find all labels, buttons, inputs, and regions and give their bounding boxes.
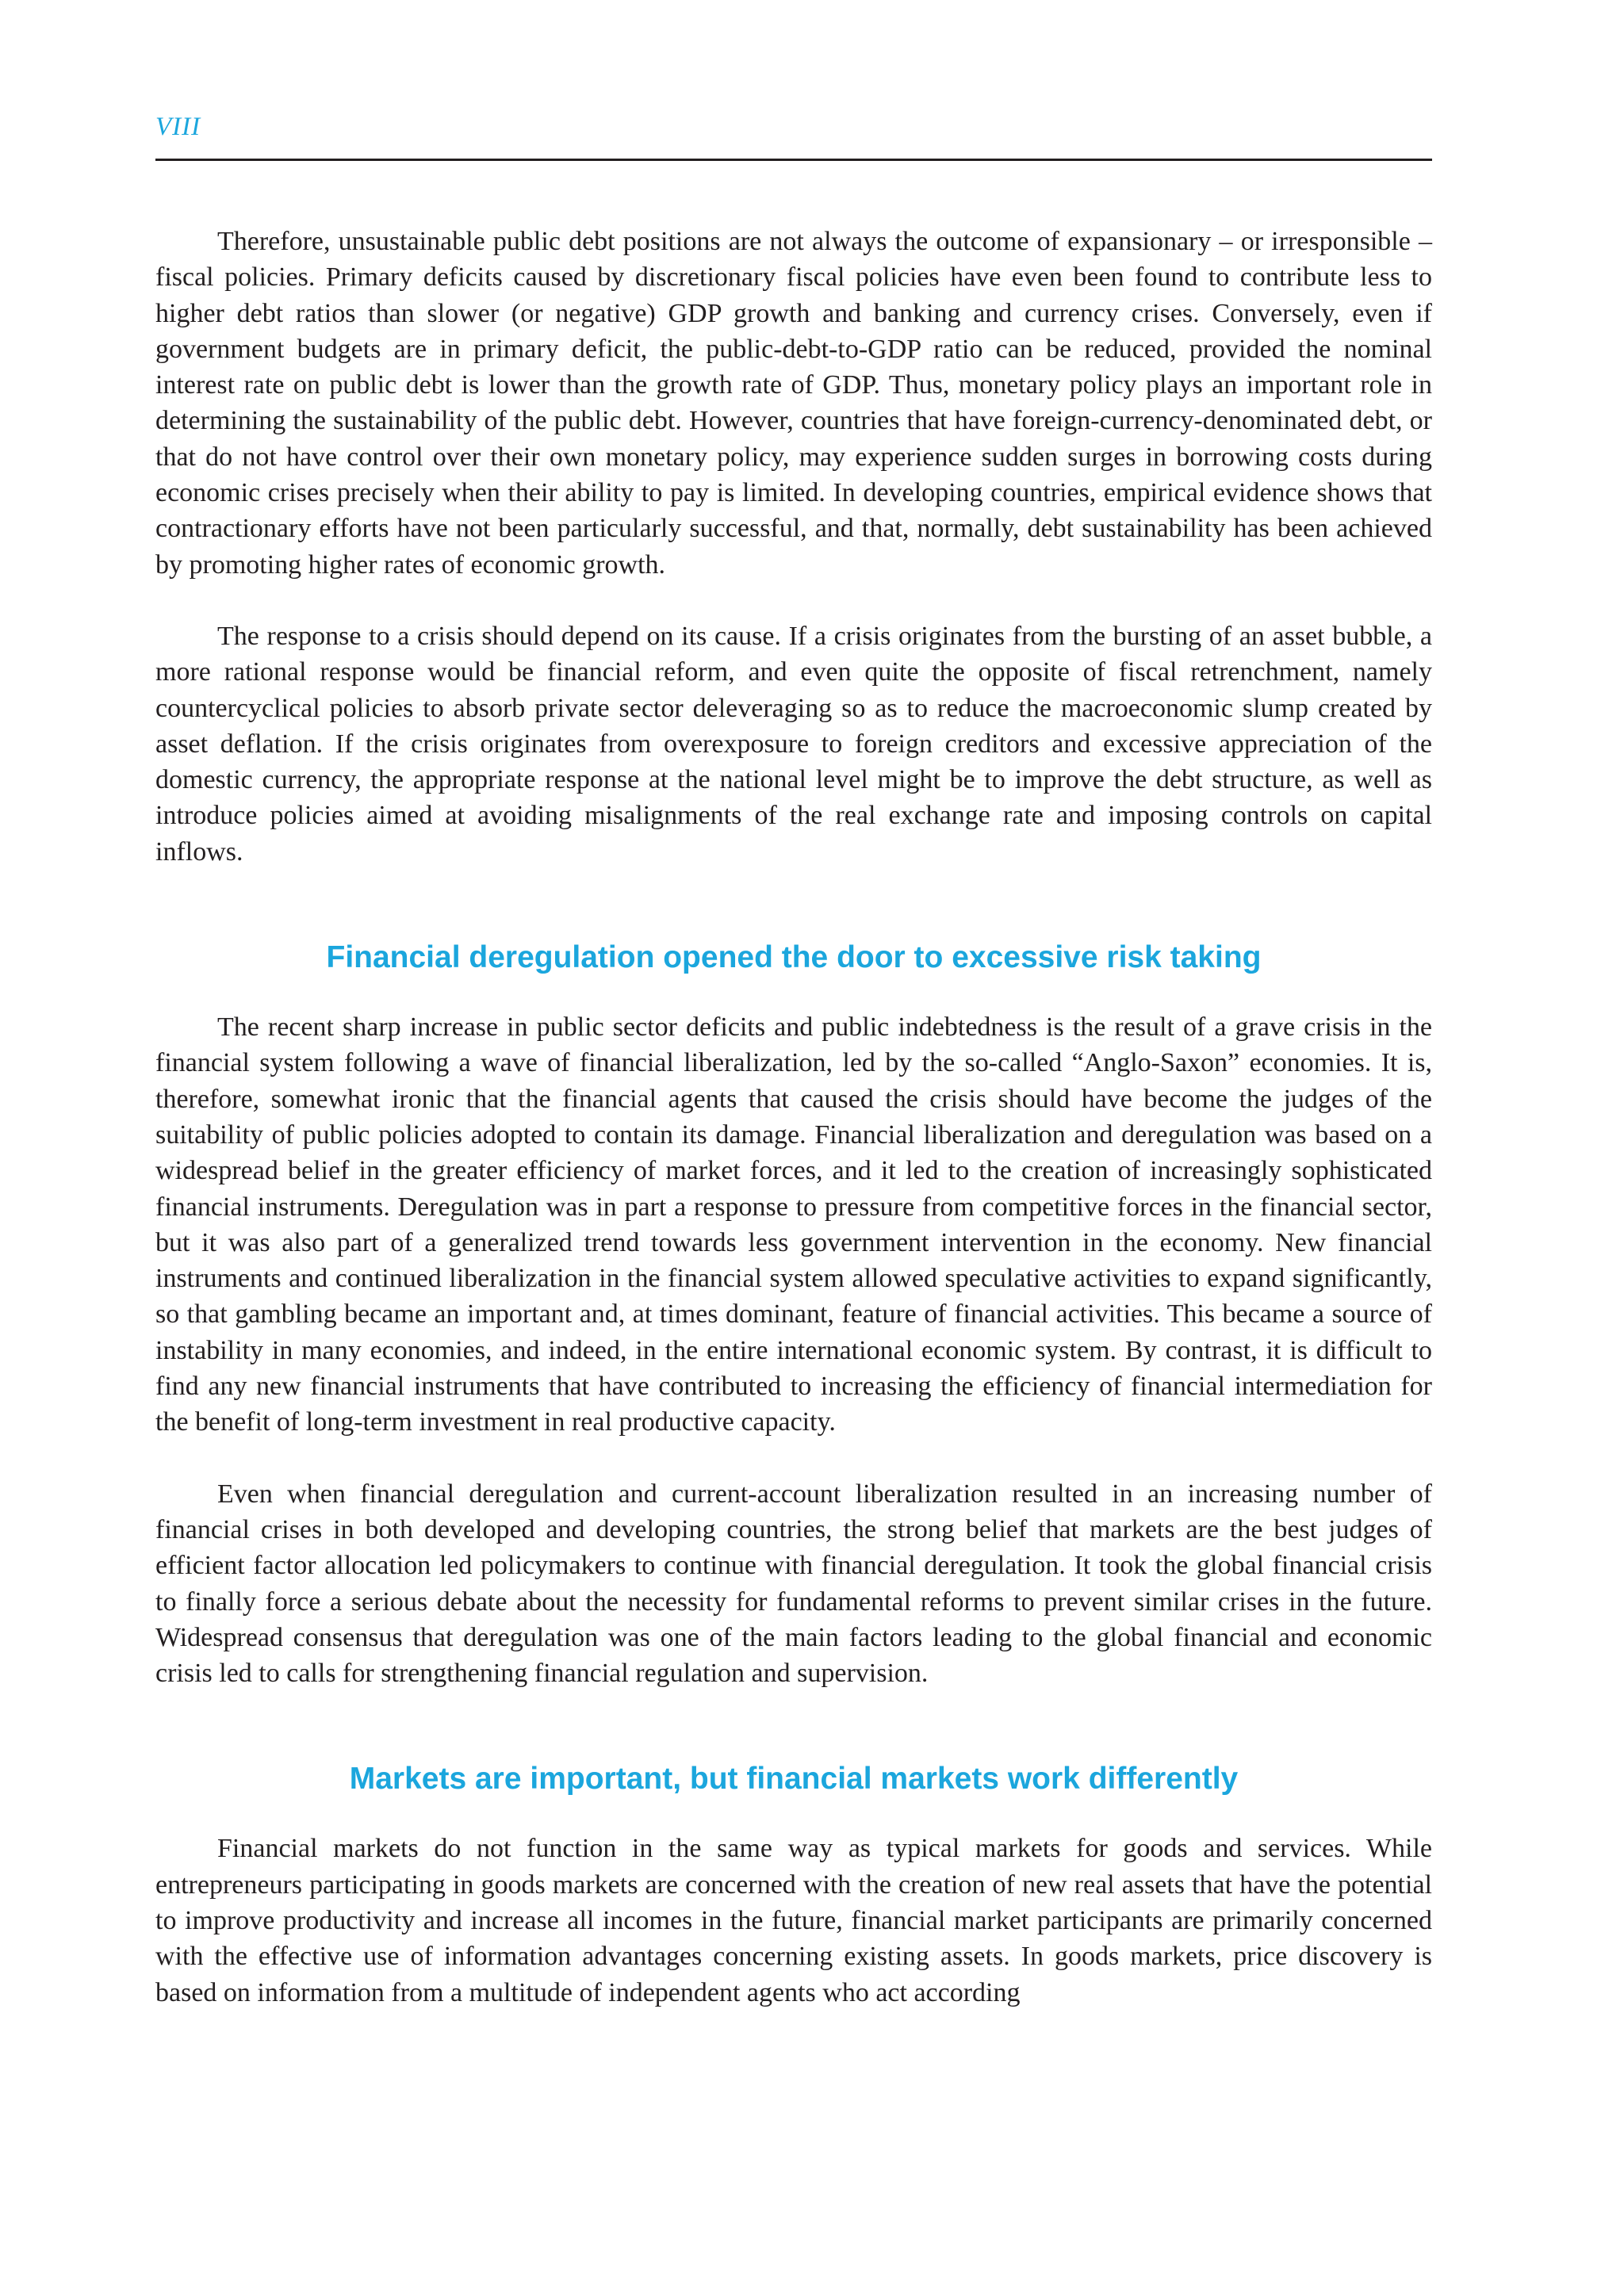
section-heading: Markets are important, but financial markets work differently <box>349 1762 1239 1797</box>
page-number: VIII <box>155 113 201 141</box>
header-rule <box>155 159 1432 161</box>
paragraph: Therefore, unsustainable public debt positions are not always the outcome of expansionary – or irresponsible – fiscal policies. Primary deficits caused by discretionary fiscal policies have even been found to contribute less to higher debt ratios than slower (or negative) GDP growth and banking and currency crises. Conversely, even if government budgets are in primary deficit, the public-debt-to-GDP ratio can be reduced, provided the nominal interest rate on public debt is lower than the growth rate of GDP. Thus, monetary policy plays an important role in determining the sustainability of the public debt. However, countries that have foreign-currency-denominated debt, or that do not have control over their own monetary policy, may experience sudden surges in borrowing costs during economic crises precisely when their ability to pay is limited. In developing countries, empirical evidence shows that contractionary efforts have not been particularly successful, and that, normally, debt sustainability has been achieved by promoting higher rates of economic growth. <box>155 227 1432 580</box>
paragraph: Financial markets do not function in the same way as typical markets for goods and services. While entrepreneurs participating in goods markets are concerned with the creation of new real assets that have the potential to improve productivity and increase all incomes in the future, financial market participants are primarily concerned with the effective use of information advantages concerning existing assets. In goods markets, price discovery is based on information from a multitude of independent agents who act according <box>155 1834 1432 2007</box>
paragraph: The recent sharp increase in public sector deficits and public indebtedness is the result of a grave crisis in the financial system following a wave of financial liberalization, led by the so-called “Anglo-Saxon” economies. It is, therefore, somewhat ironic that the financial agents that caused the crisis should have become the judges of the suitability of public policies adopted to contain its damage. Financial liberalization and deregulation was based on a widespread belief in the greater efficiency of market forces, and it led to the creation of increasingly sophisticated financial instruments. Deregulation was in part a response to pressure from competitive forces in the financial sector, but it was also part of a generalized trend towards less government intervention in the economy. New financial instruments and continued liberalization in the financial system allowed speculative activities to expand significantly, so that gambling became an important and, at times dominant, feature of financial activities. This became a source of instability in many economies, and indeed, in the entire international economic system. By contrast, it is difficult to find any new financial instruments that have contributed to increasing the efficiency of financial intermediation for the benefit of long-term investment in real productive capacity. <box>155 1012 1432 1437</box>
body-text <box>155 224 1432 2011</box>
section-heading: Financial deregulation opened the door to excessive risk taking <box>326 940 1262 975</box>
paragraph: The response to a crisis should depend on its cause. If a crisis originates from the bursting of an asset bubble, a more rational response would be financial reform, and even quite the opposite of fiscal retrenchment, namely countercyclical policies to absorb private sector deleveraging so as to reduce the macroeconomic slump created by asset deflation. If the crisis originates from overexposure to foreign creditors and excessive appreciation of the domestic currency, the appropriate response at the national level might be to improve the debt structure, as well as introduce policies aimed at avoiding misalignments of the real exchange rate and imposing controls on capital inflows. <box>155 621 1432 867</box>
paragraph: Even when financial deregulation and current-account liberalization resulted in an increasing number of financial crises in both developed and developing countries, the strong belief that markets are the best judges of efficient factor allocation led policymakers to continue with financial deregulation. It took the global financial crisis to finally force a serious debate about the necessity for fundamental reforms to prevent similar crises in the future. Widespread consensus that deregulation was one of the main factors leading to the global financial and economic crisis led to calls for strengthening financial regulation and supervision. <box>155 1479 1432 1689</box>
